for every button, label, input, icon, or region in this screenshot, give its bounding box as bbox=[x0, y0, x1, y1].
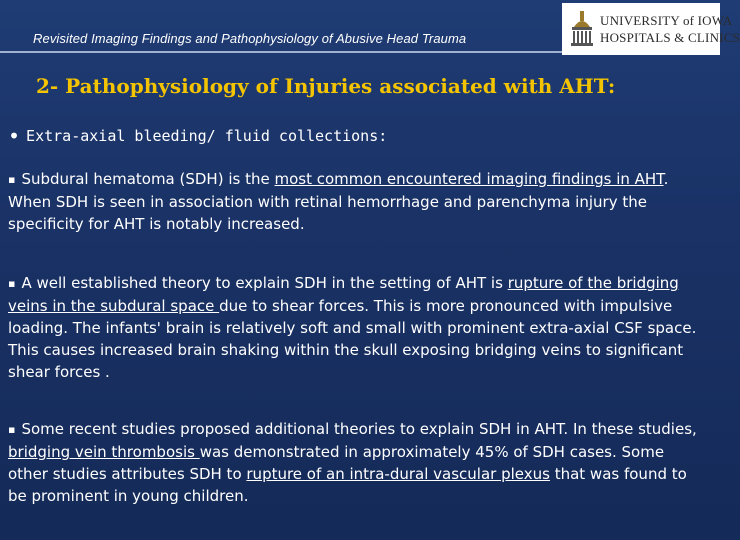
underlined-text: most common encountered imaging findings in AHT bbox=[274, 170, 664, 188]
header-bar bbox=[0, 0, 740, 62]
paragraph-sdh-common bbox=[8, 168, 708, 235]
presentation-title: Revisited Imaging Findings and Pathophysiology of Abusive Head Trauma bbox=[33, 31, 467, 46]
underlined-text: bridging vein thrombosis bbox=[8, 443, 200, 461]
logo-text-hospitals: HOSPITALS & CLINICS bbox=[600, 30, 740, 45]
paragraph-text: Some recent studies proposed additional theories to explain SDH in AHT. In these studies, bbox=[21, 420, 697, 438]
logo-text-university: UNIVERSITY of IOWA bbox=[600, 13, 733, 28]
paragraph-text: A well established theory to explain SDH in the setting of AHT is bbox=[21, 274, 508, 292]
paragraph-text: Subdural hematoma (SDH) is the bbox=[21, 170, 275, 188]
main-bullet-text: Extra-axial bleeding/ fluid collections: bbox=[26, 127, 388, 145]
underlined-text: rupture of an intra-dural vascular plexus bbox=[246, 465, 550, 483]
paragraph-text: . When SDH is seen in association with retinal hemorrhage and parenchyma injury the specificity for AHT is notably increased. bbox=[8, 170, 669, 233]
square-bullet-icon: ▪ bbox=[8, 173, 16, 186]
paragraph-text: was demonstrated in approximately 45% of SDH cases. Some other studies attributes SDH to bbox=[8, 443, 665, 483]
main-bullet bbox=[8, 124, 387, 148]
paragraph-bridging-veins bbox=[8, 272, 708, 383]
underlined-text: rupture of the bridging veins in the subdural space bbox=[8, 274, 679, 315]
slide-heading: 2- Pathophysiology of Injuries associated with AHT: bbox=[36, 74, 616, 98]
paragraph-text: that was found to be prominent in young children. bbox=[8, 465, 687, 505]
capitol-building-icon bbox=[568, 9, 596, 49]
square-bullet-icon: ▪ bbox=[8, 277, 16, 290]
bullet-dot-icon: • bbox=[8, 124, 21, 148]
paragraph-recent-studies bbox=[8, 418, 708, 507]
paragraph-text: due to shear forces. This is more pronounced with impulsive loading. The infants' brain is relatively soft and small with prominent extra-axial CSF space. This causes increased brain shaking within the skull exposing bridging veins to significant shear forces . bbox=[8, 297, 697, 381]
square-bullet-icon: ▪ bbox=[8, 423, 16, 436]
university-logo bbox=[562, 3, 740, 55]
